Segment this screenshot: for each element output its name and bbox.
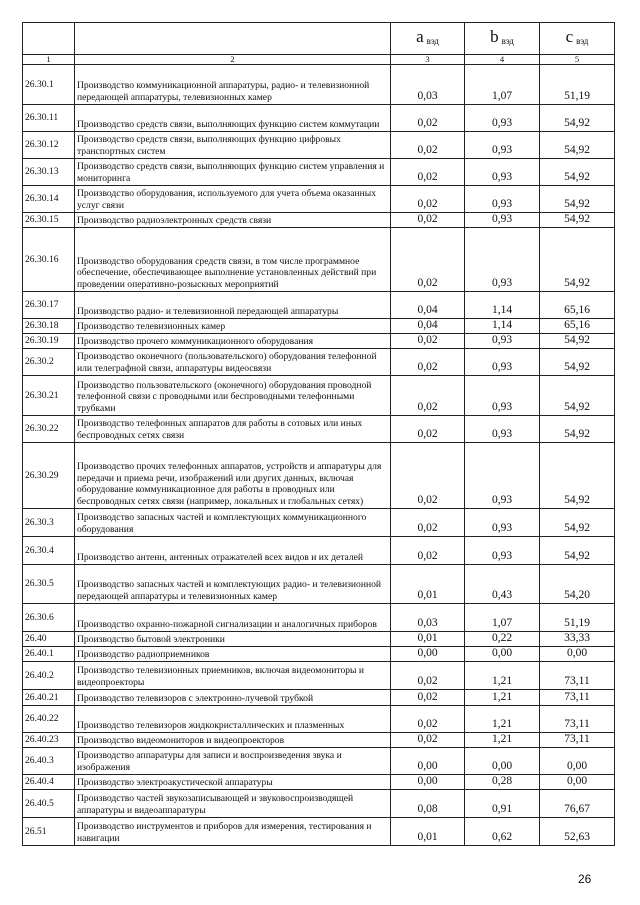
table-row (23, 604, 615, 632)
column-index: 5 (540, 55, 615, 65)
row-b-value: 0,28 (465, 775, 540, 790)
row-c-value: 54,20 (540, 565, 615, 604)
table-row (23, 292, 615, 319)
row-name: Производство антенн, антенных отражателей всех видов и их деталей (75, 537, 391, 565)
table-row (23, 416, 615, 443)
table-row (23, 132, 615, 159)
row-code: 26.30.14 (23, 186, 75, 213)
row-c-value: 0,00 (540, 775, 615, 790)
row-code: 26.30.13 (23, 159, 75, 186)
row-a-value: 0,02 (391, 537, 465, 565)
row-a-value: 0,02 (391, 213, 465, 228)
row-name: Производство средств связи, выполняющих функцию систем управления и мониторинга (75, 159, 391, 186)
header-name-cell (75, 23, 391, 55)
row-a-value: 0,02 (391, 159, 465, 186)
row-name: Производство телевизоров с электронно-лучевой трубкой (75, 690, 391, 706)
row-b-value: 0,93 (465, 537, 540, 565)
row-b-value: 0,22 (465, 632, 540, 647)
row-c-value: 54,92 (540, 186, 615, 213)
row-b-value: 0,93 (465, 132, 540, 159)
row-c-value: 54,92 (540, 509, 615, 537)
row-a-value: 0,00 (391, 647, 465, 662)
row-b-value: 0,93 (465, 105, 540, 132)
table-row (23, 186, 615, 213)
row-a-value: 0,01 (391, 818, 465, 846)
row-a-value: 0,02 (391, 416, 465, 443)
row-name: Производство телевизоров жидкокристаллических и плазменных (75, 706, 391, 733)
row-name: Производство видеомониторов и видеопроекторов (75, 733, 391, 748)
row-b-value: 1,14 (465, 319, 540, 334)
row-code: 26.30.17 (23, 292, 75, 319)
row-c-value: 73,11 (540, 706, 615, 733)
row-c-value: 65,16 (540, 292, 615, 319)
row-name: Производство радиоприемников (75, 647, 391, 662)
row-code: 26.30.29 (23, 443, 75, 509)
row-name: Производство телевизионных приемников, включая видеомониторы и видеопроекторы (75, 662, 391, 690)
table-row (23, 319, 615, 334)
row-b-value: 0,00 (465, 647, 540, 662)
row-name: Производство запасных частей и комплектующих коммуникационного оборудования (75, 509, 391, 537)
row-a-value: 0,02 (391, 334, 465, 349)
table-row (23, 509, 615, 537)
row-code: 26.30.4 (23, 537, 75, 565)
row-code: 26.30.16 (23, 228, 75, 292)
table-row (23, 228, 615, 292)
table-row (23, 65, 615, 105)
row-b-value: 0,91 (465, 790, 540, 818)
row-c-value: 54,92 (540, 334, 615, 349)
row-a-value: 0,01 (391, 632, 465, 647)
row-name: Производство средств связи, выполняющих функцию цифровых транспортных систем (75, 132, 391, 159)
table-row (23, 662, 615, 690)
row-b-value: 1,14 (465, 292, 540, 319)
row-name: Производство инструментов и приборов для измерения, тестирования и навигации (75, 818, 391, 846)
row-name: Производство средств связи, выполняющих функцию систем коммутации (75, 105, 391, 132)
row-name: Производство аппаратуры для записи и воспроизведения звука и изображения (75, 748, 391, 775)
column-index: 2 (75, 55, 391, 65)
row-code: 26.40 (23, 632, 75, 647)
row-name: Производство электроакустической аппаратуры (75, 775, 391, 790)
row-code: 26.40.2 (23, 662, 75, 690)
row-name: Производство радио- и телевизионной передающей аппаратуры (75, 292, 391, 319)
row-a-value: 0,02 (391, 349, 465, 376)
row-a-value: 0,01 (391, 565, 465, 604)
row-code: 26.30.18 (23, 319, 75, 334)
table-row (23, 775, 615, 790)
row-b-value: 0,93 (465, 376, 540, 416)
table-row (23, 443, 615, 509)
row-name: Производство телефонных аппаратов для работы в сотовых или иных беспроводных сетях связи (75, 416, 391, 443)
row-b-value: 1,07 (465, 65, 540, 105)
row-b-value: 0,93 (465, 213, 540, 228)
table-row (23, 565, 615, 604)
row-name: Производство телевизионных камер (75, 319, 391, 334)
row-a-value: 0,00 (391, 748, 465, 775)
header-a: a вэд (391, 23, 465, 55)
table-row (23, 376, 615, 416)
column-index-row (23, 55, 615, 65)
row-name: Производство оборудования, используемого для учета объема оказанных услуг связи (75, 186, 391, 213)
row-b-value: 1,21 (465, 690, 540, 706)
row-code: 26.30.6 (23, 604, 75, 632)
row-code: 26.40.22 (23, 706, 75, 733)
row-c-value: 73,11 (540, 690, 615, 706)
row-code: 26.30.11 (23, 105, 75, 132)
table-row (23, 213, 615, 228)
row-c-value: 65,16 (540, 319, 615, 334)
row-b-value: 0,93 (465, 416, 540, 443)
column-index: 1 (23, 55, 75, 65)
row-b-value: 0,62 (465, 818, 540, 846)
row-c-value: 73,11 (540, 733, 615, 748)
row-a-value: 0,02 (391, 186, 465, 213)
row-a-value: 0,02 (391, 690, 465, 706)
row-name: Производство радиоэлектронных средств связи (75, 213, 391, 228)
header-row (23, 23, 615, 55)
row-name: Производство прочих телефонных аппаратов, устройств и аппаратуры для передачи и приема речи, изображений или других данных, включая оборудование коммуникационное для работы в проводных или беспроводных сетях связи (например, локальных и глобальных сетях) (75, 443, 391, 509)
row-a-value: 0,02 (391, 733, 465, 748)
row-code: 26.30.22 (23, 416, 75, 443)
row-a-value: 0,02 (391, 376, 465, 416)
row-code: 26.30.5 (23, 565, 75, 604)
table-row (23, 334, 615, 349)
row-name: Производство частей звукозаписывающей и звуковоспроизводящей аппаратуры и видеоаппаратуры (75, 790, 391, 818)
table-row (23, 733, 615, 748)
row-code: 26.40.1 (23, 647, 75, 662)
row-code: 26.40.4 (23, 775, 75, 790)
row-code: 26.30.2 (23, 349, 75, 376)
row-name: Производство запасных частей и комплектующих радио- и телевизионной передающей аппаратуры и телевизионных камер (75, 565, 391, 604)
row-a-value: 0,03 (391, 604, 465, 632)
row-c-value: 54,92 (540, 443, 615, 509)
row-b-value: 1,21 (465, 733, 540, 748)
row-b-value: 1,21 (465, 706, 540, 733)
header-c: c вэд (540, 23, 615, 55)
row-b-value: 0,93 (465, 228, 540, 292)
row-c-value: 51,19 (540, 65, 615, 105)
row-b-value: 0,93 (465, 334, 540, 349)
row-a-value: 0,03 (391, 65, 465, 105)
row-c-value: 54,92 (540, 213, 615, 228)
column-index: 4 (465, 55, 540, 65)
table-row (23, 647, 615, 662)
table-row (23, 690, 615, 706)
table-row (23, 748, 615, 775)
row-code: 26.40.3 (23, 748, 75, 775)
row-a-value: 0,02 (391, 662, 465, 690)
row-code: 26.30.15 (23, 213, 75, 228)
table-row (23, 706, 615, 733)
row-code: 26.51 (23, 818, 75, 846)
row-c-value: 54,92 (540, 349, 615, 376)
row-a-value: 0,08 (391, 790, 465, 818)
header-code-cell (23, 23, 75, 55)
table-row (23, 790, 615, 818)
row-a-value: 0,02 (391, 228, 465, 292)
row-code: 26.30.19 (23, 334, 75, 349)
row-c-value: 54,92 (540, 416, 615, 443)
row-b-value: 1,21 (465, 662, 540, 690)
row-b-value: 0,00 (465, 748, 540, 775)
row-c-value: 54,92 (540, 105, 615, 132)
row-a-value: 0,02 (391, 105, 465, 132)
row-b-value: 0,93 (465, 159, 540, 186)
row-c-value: 54,92 (540, 376, 615, 416)
table-body (23, 65, 615, 846)
row-a-value: 0,04 (391, 292, 465, 319)
row-a-value: 0,02 (391, 443, 465, 509)
table-row (23, 349, 615, 376)
row-a-value: 0,02 (391, 706, 465, 733)
row-c-value: 0,00 (540, 647, 615, 662)
row-b-value: 1,07 (465, 604, 540, 632)
row-b-value: 0,93 (465, 186, 540, 213)
coefficients-table (22, 22, 615, 846)
table-row (23, 818, 615, 846)
row-code: 26.30.3 (23, 509, 75, 537)
row-code: 26.40.21 (23, 690, 75, 706)
row-code: 26.30.21 (23, 376, 75, 416)
row-name: Производство оконечного (пользовательского) оборудования телефонной или телеграфной связи, аппаратуры видеосвязи (75, 349, 391, 376)
row-c-value: 52,63 (540, 818, 615, 846)
row-name: Производство прочего коммуникационного оборудования (75, 334, 391, 349)
row-c-value: 33,33 (540, 632, 615, 647)
row-code: 26.40.23 (23, 733, 75, 748)
row-c-value: 54,92 (540, 228, 615, 292)
row-b-value: 0,43 (465, 565, 540, 604)
row-a-value: 0,04 (391, 319, 465, 334)
row-name: Производство коммуникационной аппаратуры, радио- и телевизионной передающей аппаратуры, телевизионных камер (75, 65, 391, 105)
row-c-value: 54,92 (540, 159, 615, 186)
row-code: 26.40.5 (23, 790, 75, 818)
row-name: Производство охранно-пожарной сигнализации и аналогичных приборов (75, 604, 391, 632)
row-c-value: 51,19 (540, 604, 615, 632)
row-c-value: 0,00 (540, 748, 615, 775)
row-c-value: 54,92 (540, 132, 615, 159)
header-b: b вэд (465, 23, 540, 55)
column-index: 3 (391, 55, 465, 65)
row-a-value: 0,00 (391, 775, 465, 790)
table-row (23, 105, 615, 132)
table-row (23, 537, 615, 565)
table-row (23, 632, 615, 647)
row-name: Производство пользовательского (оконечного) оборудования проводной телефонной связи с проводными или беспроводными телефонными трубками (75, 376, 391, 416)
row-code: 26.30.1 (23, 65, 75, 105)
row-b-value: 0,93 (465, 443, 540, 509)
row-code: 26.30.12 (23, 132, 75, 159)
row-name: Производство бытовой электроники (75, 632, 391, 647)
row-c-value: 73,11 (540, 662, 615, 690)
row-b-value: 0,93 (465, 349, 540, 376)
row-c-value: 54,92 (540, 537, 615, 565)
row-name: Производство оборудования средств связи, в том числе программное обеспечение, обеспечивающее выполнение установленных действий при проведении оперативно-розыскных мероприятий (75, 228, 391, 292)
row-b-value: 0,93 (465, 509, 540, 537)
row-a-value: 0,02 (391, 132, 465, 159)
row-c-value: 76,67 (540, 790, 615, 818)
page-number: 26 (578, 872, 592, 886)
row-a-value: 0,02 (391, 509, 465, 537)
table-row (23, 159, 615, 186)
